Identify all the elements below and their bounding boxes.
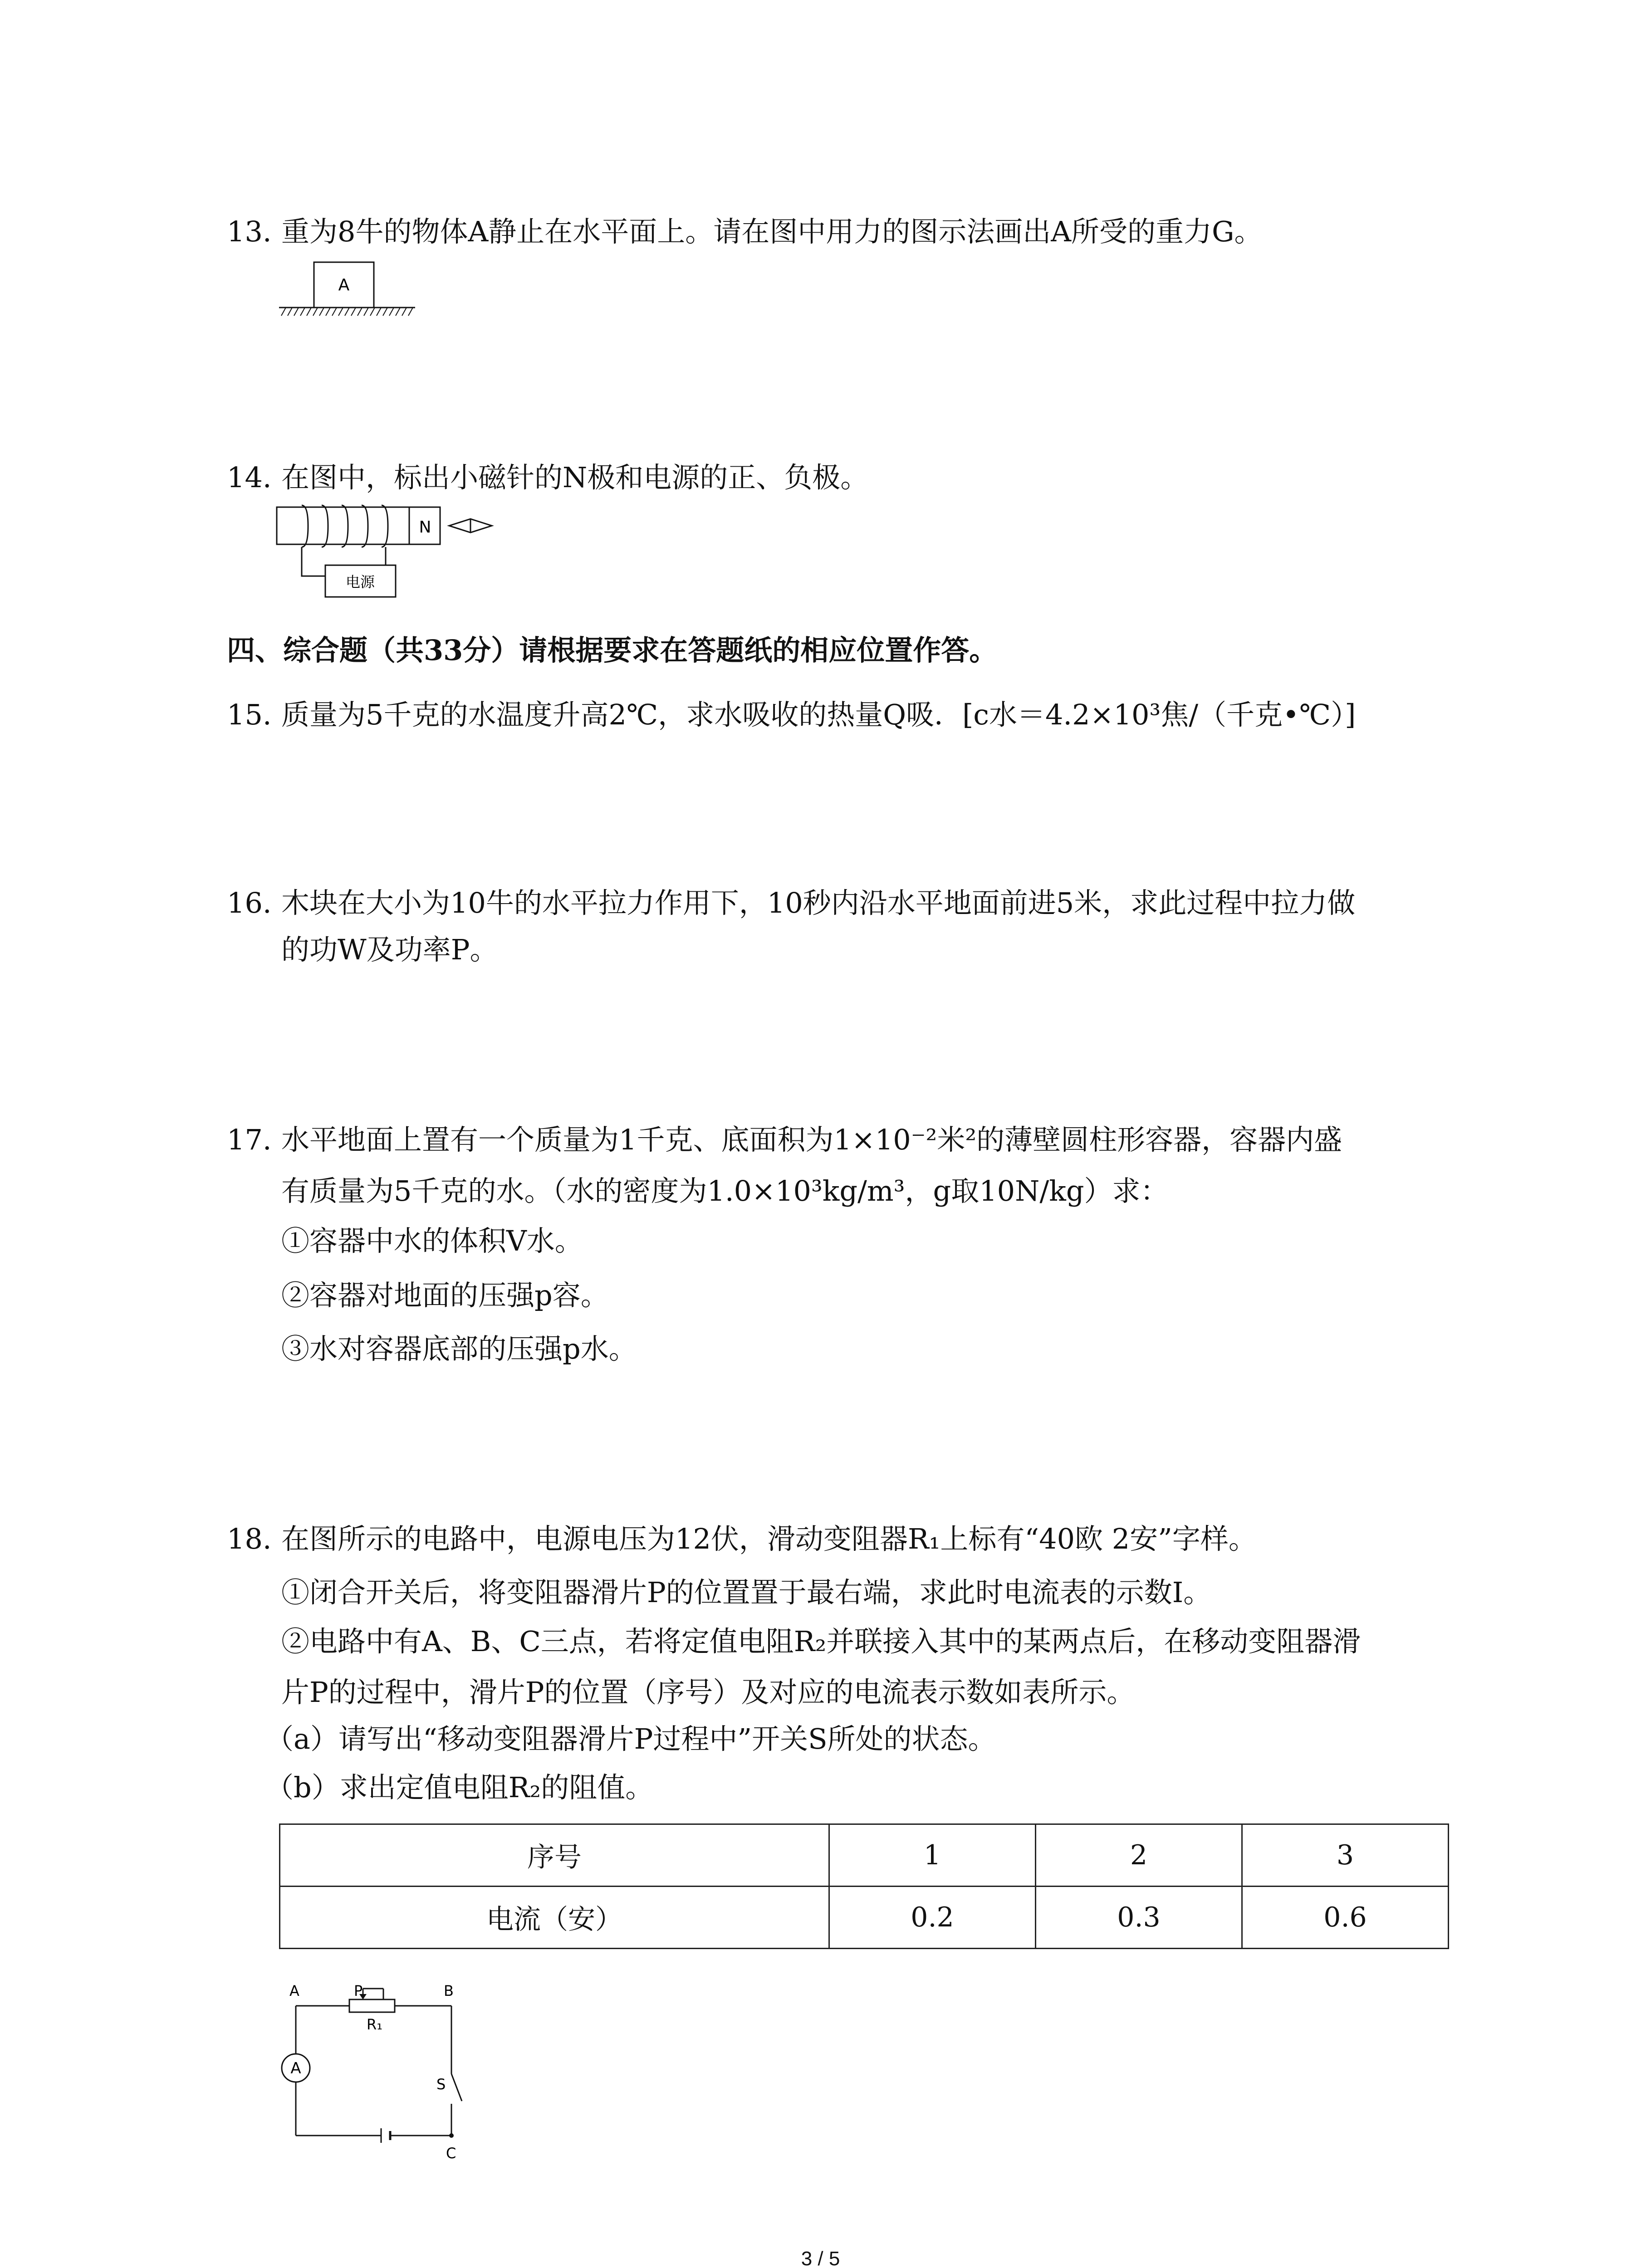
q18-sub2b: 片P的过程中，滑片P的位置（序号）及对应的电流表示数如表所示。: [281, 1676, 1135, 1709]
q13-figure: [277, 259, 422, 322]
circuit-figure: [272, 1982, 481, 2164]
switch-s-label: S: [436, 2076, 446, 2093]
q14-figure: [274, 503, 501, 617]
q18-line1: 18. 在图所示的电路中，电源电压为12伏，滑动变阻器R₁上标有“40欧 2安”字样。: [227, 1522, 1257, 1555]
q18-suba: （a）请写出“移动变阻器滑片P过程中”开关S所处的状态。: [265, 1722, 996, 1755]
q17-sub3: ③水对容器底部的压强p水。: [281, 1332, 637, 1365]
solenoid-n-label: N: [419, 518, 431, 537]
section-heading: 四、综合题（共33分）请根据要求在答题纸的相应位置作答。: [227, 634, 998, 667]
block-a-label: A: [338, 276, 350, 294]
point-b-label: B: [444, 1982, 454, 1999]
current-table: [279, 1823, 1449, 1949]
table-row: 电流（安） 0.2 0.3 0.6: [280, 1887, 1449, 1949]
table-row: 序号 1 2 3: [280, 1824, 1449, 1887]
switch-s: [451, 2074, 462, 2101]
point-c-label: C: [446, 2145, 456, 2162]
point-a-label: A: [289, 1982, 299, 1999]
q17-sub2: ②容器对地面的压强p容。: [281, 1279, 609, 1312]
ammeter-label: A: [290, 2059, 301, 2077]
ground-hatch: [281, 308, 413, 316]
q18-sub1: ①闭合开关后，将变阻器滑片P的位置置于最右端，求此时电流表的示数I。: [281, 1576, 1212, 1609]
rheostat-r1: [349, 1999, 395, 2012]
q17-line1: 17. 水平地面上置有一个质量为1千克、底面积为1×10⁻²米²的薄壁圆柱形容器，容器内盛: [227, 1123, 1342, 1156]
solenoid-coil: [302, 505, 388, 547]
solenoid-core: [277, 507, 440, 544]
q16-line1: 16. 木块在大小为10牛的水平拉力作用下，10秒内沿水平地面前进5米，求此过程中拉力做: [227, 886, 1356, 919]
q15-text: 15. 质量为5千克的水温度升高2℃，求水吸收的热量Q吸．[c水＝4.2×10³焦/（千克•℃）]: [227, 698, 1356, 731]
q13-text: 13. 重为8牛的物体A静止在水平面上。请在图中用力的图示法画出A所受的重力G。: [227, 215, 1263, 248]
page-number: 3 / 5: [801, 2248, 840, 2268]
q18-subb: （b）求出定值电阻R₂的阻值。: [265, 1771, 654, 1804]
point-c-dot: [449, 2133, 454, 2138]
r1-label: R₁: [367, 2016, 383, 2033]
q14-text: 14. 在图中，标出小磁针的N极和电源的正、负极。: [227, 461, 869, 494]
power-source-label: 电源: [345, 573, 375, 591]
q17-line2: 有质量为5千克的水。（水的密度为1.0×10³kg/m³，g取10N/kg）求：: [281, 1174, 1169, 1207]
slider-p-label: P: [354, 1982, 363, 1999]
q18-sub2a: ②电路中有A、B、C三点，若将定值电阻R₂并联接入其中的某两点后，在移动变阻器滑: [281, 1625, 1361, 1658]
q17-sub1: ①容器中水的体积V水。: [281, 1224, 583, 1257]
q16-line2: 的功W及功率P。: [281, 933, 498, 966]
